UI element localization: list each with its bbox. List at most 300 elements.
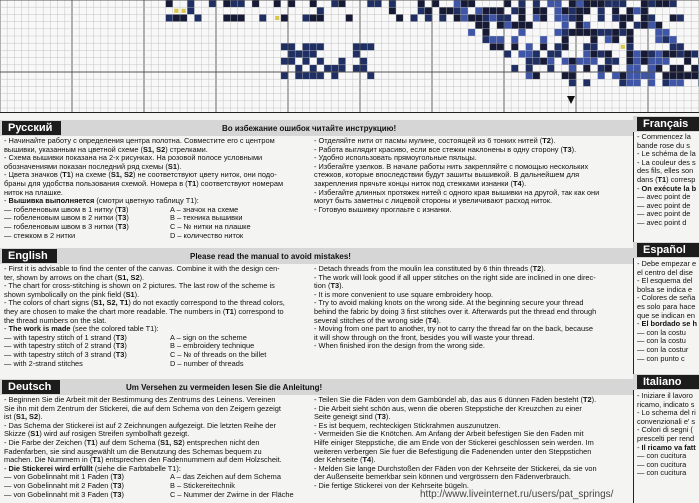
stitch-cell (655, 50, 662, 57)
text-line: - Цвета значков (T1) на схеме (S1, S2) не соответствуют цвету ниток, они подо- (4, 170, 277, 180)
english-right-column (314, 265, 632, 375)
text-line: - Избегайте длинных протяжек нитей с одного края вышивки на другой, так как они (314, 187, 600, 197)
column-divider (633, 118, 634, 503)
stitch-cell (367, 0, 374, 7)
lang-label-italiano: Italiano (637, 375, 699, 389)
stitch-cell (511, 43, 518, 50)
stitch-cell (684, 58, 691, 65)
stitch-cell (238, 14, 245, 21)
text-line: - Colori di segni ( (637, 425, 693, 435)
stitch-cell (259, 14, 266, 21)
stitch-cell (497, 36, 504, 43)
stitch-cell (662, 72, 669, 79)
stitch-cell (461, 7, 468, 14)
stitch-cell (598, 72, 605, 79)
stitch-cell (310, 72, 317, 79)
highlight-mark (182, 9, 186, 13)
stitch-cell (526, 50, 533, 57)
stitch-cell (569, 14, 576, 21)
stitch-cell (619, 14, 626, 21)
stitch-cell (677, 72, 684, 79)
stitch-cell (389, 0, 396, 7)
stitch-cell (691, 65, 698, 72)
stitch-cell (590, 58, 597, 65)
francais-column (637, 133, 699, 237)
text-line: - The chart for cross-stitching is shown on 2 pictures. The last row of the scheme is (4, 281, 275, 291)
stitch-cell (598, 0, 605, 7)
stitch-cell (454, 14, 461, 21)
text-line: закрепления прячьте концы ниток под стежками изнанки (T4). (314, 178, 527, 188)
stitch-cell (533, 14, 540, 21)
stitch-cell (648, 22, 655, 29)
stitch-cell (310, 43, 317, 50)
stitch-cell (482, 7, 489, 14)
stitch-cell (670, 72, 677, 79)
stitch-cell (619, 0, 626, 7)
stitch-cell (605, 29, 612, 36)
stitch-cell (302, 14, 309, 21)
text-line: - Il ricamo va fatt (637, 442, 696, 452)
stitch-cell (641, 22, 648, 29)
stitch-cell (612, 0, 619, 7)
text-line: - Das Schema der Stickerei ist auf 2 Zeichnungen aufgezeigt. Die letzten Reihe der (4, 420, 276, 430)
stitch-cell (655, 22, 662, 29)
stitch-cell (425, 14, 432, 21)
english-left-column (4, 265, 304, 375)
text-line: - Удобно использовать прямоугольные пяльцы. (314, 153, 477, 163)
stitch-cell (454, 0, 461, 7)
stitch-cell (533, 58, 540, 65)
text-line: обозначениями показан последний ряд схемы (S1). (4, 161, 182, 171)
stitch-cell (648, 65, 655, 72)
stitch-cell (590, 36, 597, 43)
stitch-cell (173, 14, 180, 21)
stitch-cell (626, 14, 633, 21)
stitch-cell (302, 50, 309, 57)
stitch-cell (554, 50, 561, 57)
text-line: que se indican en (637, 310, 695, 320)
lang-label-francais: Français (637, 117, 699, 131)
text-line: dans (T1) corresp (637, 174, 696, 184)
stitch-cell (439, 14, 446, 21)
stitch-cell (482, 29, 489, 36)
stitch-cell (598, 14, 605, 21)
stitch-cell (590, 43, 597, 50)
text-line: браны для удобства пользования схемой. Номера в (T1) соответствуют номерам (4, 178, 284, 188)
stitch-cell (432, 0, 439, 7)
text-line: A – значок на схеме (170, 204, 239, 214)
stitch-cell (317, 14, 324, 21)
text-line: Hilfe einiger Steppstiche, die am Ende von der Stickerei geschlossen sein werden. Im (314, 437, 594, 447)
stitch-cell (353, 65, 360, 72)
text-line: - Beginnen Sie die Arbeit mit der Bestimmung des Zentrums des Leinens. Vereinen (4, 396, 276, 404)
stitch-cell (396, 14, 403, 21)
text-line: B – Stickereitechnik (170, 480, 235, 490)
text-line: B – embroidery technique (170, 341, 255, 351)
stitch-cell (295, 72, 302, 79)
stitch-cell (540, 43, 547, 50)
stitch-cell (641, 0, 648, 7)
text-line: — avec point d (637, 217, 687, 227)
text-line: - La couleur des s (637, 157, 696, 167)
text-line: Skizze (S1) wird auf rosigen Streifen symbolhaft gezeigt. (4, 429, 190, 439)
stitch-cell (670, 36, 677, 43)
stitch-cell (684, 72, 691, 79)
stitch-cell (605, 36, 612, 43)
stitch-cell (569, 0, 576, 7)
stitch-cell (482, 36, 489, 43)
stitch-cell (655, 65, 662, 72)
text-line: — con la costu (637, 336, 686, 346)
stitch-cell (511, 22, 518, 29)
stitch-cell (252, 0, 259, 7)
text-line: it will show through on the front, besides you will waste your thread. (314, 332, 535, 342)
stitch-cell (288, 58, 295, 65)
text-line: — with tapestry stitch of 3 strand (T3) (4, 349, 127, 359)
stitch-cell (670, 65, 677, 72)
stitch-cell (605, 58, 612, 65)
stitch-cell (511, 7, 518, 14)
text-line: tion (T3). (314, 281, 344, 291)
stitch-cell (475, 14, 482, 21)
stitch-cell (655, 36, 662, 43)
text-line: - Die Farbe der Zeichen (T1) auf dem Schema (S1, S2) entsprechen nicht den (4, 437, 260, 447)
stitch-cell (504, 0, 511, 7)
stitch-cell (360, 65, 367, 72)
text-line: - Moving from one part to another, try not to carry the thread far on the back, because (314, 324, 593, 334)
text-line: — von Gobelinnaht mit 3 Faden (T3) (4, 489, 124, 499)
deutsch-right-column (314, 396, 632, 503)
stitch-cell (360, 58, 367, 65)
russian-right-column (314, 137, 632, 245)
text-line: — con cucitura (637, 459, 687, 469)
text-line: es solo para hace (637, 301, 696, 311)
stitch-cell (641, 58, 648, 65)
stitch-cell (490, 7, 497, 14)
stitch-cell (648, 58, 655, 65)
stitch-cell (360, 43, 367, 50)
stitch-cell (547, 65, 554, 72)
stitch-cell (518, 29, 525, 36)
stitch-cell (598, 7, 605, 14)
stitch-cell (446, 7, 453, 14)
text-line: - Iniziare il lavoro (637, 392, 693, 400)
stitch-cell (504, 22, 511, 29)
text-line: C – Nummer der Zwirne in der Fläche (170, 489, 294, 499)
text-line: - Избегайте узелков. В начале работы нить закрепляйте с помощью нескольких (314, 161, 589, 171)
stitch-cell (461, 14, 468, 21)
stitch-cell (410, 14, 417, 21)
text-line: ter, shown by arrows on the chart (S1, S2). (4, 272, 145, 282)
stitch-cell (518, 14, 525, 21)
stitch-cell (655, 58, 662, 65)
stitch-cell (554, 14, 561, 21)
stitch-cell (533, 0, 540, 7)
stitch-cell (554, 7, 561, 14)
stitch-cell (612, 58, 619, 65)
stitch-cell (619, 29, 626, 36)
text-line: - Die Stickerei wird erfüllt (siehe die Farbtabelle T1): (4, 463, 181, 473)
stitch-cell (490, 36, 497, 43)
text-line: - Схема вышивки показана на 2-х рисунках. На розовой полосе условными (4, 153, 263, 163)
stitch-cell (274, 0, 281, 7)
stitch-cell (166, 0, 173, 7)
text-line: - Начинайте работу с определения центра полотна. Совместите его с центром (4, 137, 275, 145)
text-line: стежков, которые впоследствии будут зашиты вышивкой. В дальнейшем для (314, 170, 580, 180)
stitch-cell (310, 0, 317, 7)
stitch-cell (302, 58, 309, 65)
stitch-cell (540, 58, 547, 65)
text-line: the thread numbers on the slat. (4, 315, 107, 325)
stitch-cell (677, 79, 684, 86)
stitch-cell (281, 14, 288, 21)
stitch-cell (554, 0, 561, 7)
stitch-cell (576, 14, 583, 21)
stitch-cell (482, 14, 489, 21)
text-line: - Die Arbeit sieht schön aus, wenn die oberen Steppstiche der Kreuzchen zu einer (314, 403, 582, 413)
stitch-cell (468, 29, 475, 36)
stitch-cell (670, 14, 677, 21)
text-line: ricamo, indicato s (637, 399, 695, 409)
text-line: - Debe empezar e (637, 260, 697, 268)
text-line: - Melden Sie lange Durchstoßen der Fäden von der Kehrseite der Stickerei, da sie von (314, 463, 597, 473)
stitch-cell (497, 7, 504, 14)
stitch-cell (655, 0, 662, 7)
stitch-cell (619, 79, 626, 86)
stitch-cell (317, 43, 324, 50)
stitch-cell (338, 0, 345, 7)
embroidery-chart (0, 0, 699, 112)
text-line: behind the fabric by doing 3 first stitches over it. Afterwards put the thread end through (314, 306, 597, 316)
text-line: - Teilen Sie die Fäden von dem Gambündel ab, das aus 6 dünnen Fäden besteht (T2). (314, 396, 597, 404)
text-line: - On exécute la b (637, 183, 697, 193)
stitch-cell (461, 0, 468, 7)
stitch-cell (468, 14, 475, 21)
text-line: ist (S1, S2). (4, 412, 43, 422)
stitch-cell (590, 29, 597, 36)
stitch-cell (590, 0, 597, 7)
lang-label-english: English (2, 249, 57, 263)
stitch-cell (648, 72, 655, 79)
text-line: — гобеленовым швом в 1 нитку (T3) (4, 204, 129, 214)
text-line: bolsa se indica e (637, 284, 693, 294)
stitch-cell (540, 14, 547, 21)
stitch-cell (511, 36, 518, 43)
text-line: convenzionali e' s (637, 416, 696, 426)
stitch-cell (626, 50, 633, 57)
stitch-cell (533, 7, 540, 14)
text-line: D – number of threads (170, 358, 244, 368)
stitch-cell (281, 43, 288, 50)
text-line: - First it is advisable to find the center of the canvas. Combine it with the design cen- (4, 265, 280, 273)
text-line: Fadenfarben, sie sind ausgewählt um die Benutzung des Schemas bequem zu (4, 446, 262, 456)
stitch-cell (677, 65, 684, 72)
text-line: prescelti per rend (637, 433, 695, 443)
text-line: Sie ihn mit dem Zentrum der Stickerei, die auf dem Schema von den Zeigern gezeigt (4, 403, 281, 413)
text-line: могут быть заметны с лицевой стороны и увеличивают расход ниток. (314, 196, 553, 206)
stitch-cell (180, 14, 187, 21)
text-line: - The work is made (see the colored table T1): (4, 324, 159, 334)
stitch-cell (281, 58, 288, 65)
text-line: several stitches of the wrong side (T4). (314, 315, 441, 325)
text-line: - Try to avoid making knots on the wrong side. At the beginning secure your thread (314, 298, 584, 308)
stitch-cell (598, 29, 605, 36)
stitch-cell (612, 14, 619, 21)
text-line: - Le schéma de la (637, 149, 696, 159)
stitch-cell (331, 72, 338, 79)
stitch-cell (612, 72, 619, 79)
text-line: - When finished iron the design from the wrong side. (314, 341, 485, 351)
stitch-cell (583, 22, 590, 29)
stitch-cell (482, 22, 489, 29)
stitch-cell (562, 29, 569, 36)
text-line: - Vermeiden Sie die Knötchen. Am Anfang der Arbeit befestigen Sie den Faden mit (314, 429, 584, 439)
text-line: — con la costu (637, 327, 686, 337)
italiano-column (637, 392, 699, 488)
stitch-cell (670, 43, 677, 50)
stitch-cell (310, 50, 317, 57)
stitch-cell (576, 0, 583, 7)
stitch-cell (634, 22, 641, 29)
text-line: ниток на плашке. (4, 187, 63, 197)
stitch-cell (562, 58, 569, 65)
text-line: - Es ist bequem, rechteckigen Stickrahmen auszunutzen. (314, 420, 501, 430)
stitch-cell (475, 22, 482, 29)
stitch-cell (562, 43, 569, 50)
highlight-mark (275, 16, 279, 20)
stitch-cell (569, 58, 576, 65)
stitch-cell (634, 50, 641, 57)
stitch-cell (547, 58, 554, 65)
stitch-cell (324, 65, 331, 72)
stitch-cell (238, 0, 245, 7)
chart-bottom-rule (0, 112, 699, 113)
stitch-cell (583, 7, 590, 14)
stitch-cell (670, 0, 677, 7)
stitch-cell (619, 72, 626, 79)
center-arrow-marker (567, 96, 575, 104)
stitch-cell (583, 65, 590, 72)
text-line: shown symbolically on the pink field (S1). (4, 289, 140, 299)
stitch-cell (626, 79, 633, 86)
stitch-cell (598, 65, 605, 72)
text-line: - Detach threads from the moulin lea constituted by 6 thin threads (T2). (314, 265, 546, 273)
text-line: — with tapestry stitch of 1 strand (T3) (4, 332, 127, 342)
text-line: - Colores de seña (637, 293, 696, 303)
stitch-cell (374, 0, 381, 7)
stitch-cell (612, 29, 619, 36)
text-line: - Commencez la (637, 133, 691, 141)
text-line: — con cucitura (637, 468, 687, 478)
stitch-cell (691, 50, 698, 57)
stitch-cell (641, 14, 648, 21)
stitch-cell (526, 58, 533, 65)
stitch-cell (540, 7, 547, 14)
stitch-cell (302, 72, 309, 79)
stitch-cell (583, 79, 590, 86)
stitch-cell (662, 36, 669, 43)
text-line: вышивки, указанным на цветной схеме (S1, S2) стрелками. (4, 144, 208, 154)
stitch-cell (576, 22, 583, 29)
text-line: machen. Die Nummern in (T1) entsprechen den Fadennummern auf dem Holzscheit. (4, 455, 282, 465)
text-line: — гобеленовым швом в 3 нитки (T3) (4, 221, 129, 231)
text-line: - Die fertige Stickerei von der Kehrseite bügeln. (314, 480, 469, 490)
stitch-cell (518, 22, 525, 29)
text-line: - The colors of chart signs (S1, S2, T1) do not exactly correspond to the thread colors, (4, 298, 285, 308)
stitch-cell (626, 7, 633, 14)
stitch-cell (562, 14, 569, 21)
stitch-cell (562, 72, 569, 79)
text-line: - El esquema del (637, 276, 693, 286)
stitch-cell (583, 43, 590, 50)
stitch-cell (547, 0, 554, 7)
stitch-cell (634, 79, 641, 86)
stitch-cell (648, 79, 655, 86)
stitch-cell (468, 0, 475, 7)
stitch-cell (626, 65, 633, 72)
stitch-cell (641, 50, 648, 57)
text-line: — avec point de (637, 192, 691, 202)
stitch-cell (641, 72, 648, 79)
text-line: der Außenseite bemerkbar sein können und vergrössern den Fädenverbrauch. (314, 472, 571, 482)
stitch-cell (677, 50, 684, 57)
stitch-cell (230, 0, 237, 7)
stitch-cell (605, 0, 612, 7)
stitch-cell (569, 7, 576, 14)
text-line: — avec point de (637, 209, 691, 219)
stitch-cell (187, 7, 194, 14)
stitch-cell (353, 50, 360, 57)
stitch-cell (662, 0, 669, 7)
stitch-cell (526, 22, 533, 29)
text-line: D – количество ниток (170, 230, 244, 240)
text-line: el centro del dise (637, 267, 693, 277)
stitch-cell (569, 79, 576, 86)
stitch-cell (576, 7, 583, 14)
text-line: der Kehrseite (T4). (314, 455, 376, 465)
stitch-cell (317, 72, 324, 79)
highlight-mark (174, 9, 178, 13)
text-line: A – sign on the scheme (170, 332, 247, 342)
stitch-cell (634, 58, 641, 65)
stitch-cell (547, 50, 554, 57)
stitch-cell (662, 50, 669, 57)
stitch-cell (338, 58, 345, 65)
stitch-cell (504, 14, 511, 21)
stitch-cell (554, 43, 561, 50)
stitch-cell (662, 58, 669, 65)
stitch-cell (439, 7, 446, 14)
watermark-url: http://www.liveinternet.ru/users/pat_springs/ (420, 489, 614, 500)
stitch-cell (302, 43, 309, 50)
stitch-cell (518, 0, 525, 7)
stitch-cell (526, 72, 533, 79)
stitch-cell (518, 50, 525, 57)
deutsch-left-column (4, 396, 304, 503)
stitch-cell (583, 0, 590, 7)
stitch-cell (626, 29, 633, 36)
lang-label-russian: Русский (2, 121, 61, 135)
stitch-cell (317, 7, 324, 14)
text-line: C – № нитки на плашке (170, 221, 251, 231)
stitch-cell (490, 43, 497, 50)
stitch-cell (209, 0, 216, 7)
stitch-cell (310, 65, 317, 72)
warning-deutsch: Um Versehen zu vermeiden lesen Sie die Anleitung! (126, 383, 323, 392)
text-line: — стежком в 2 нитки (4, 230, 76, 240)
stitch-cell (605, 65, 612, 72)
stitch-cell (454, 7, 461, 14)
